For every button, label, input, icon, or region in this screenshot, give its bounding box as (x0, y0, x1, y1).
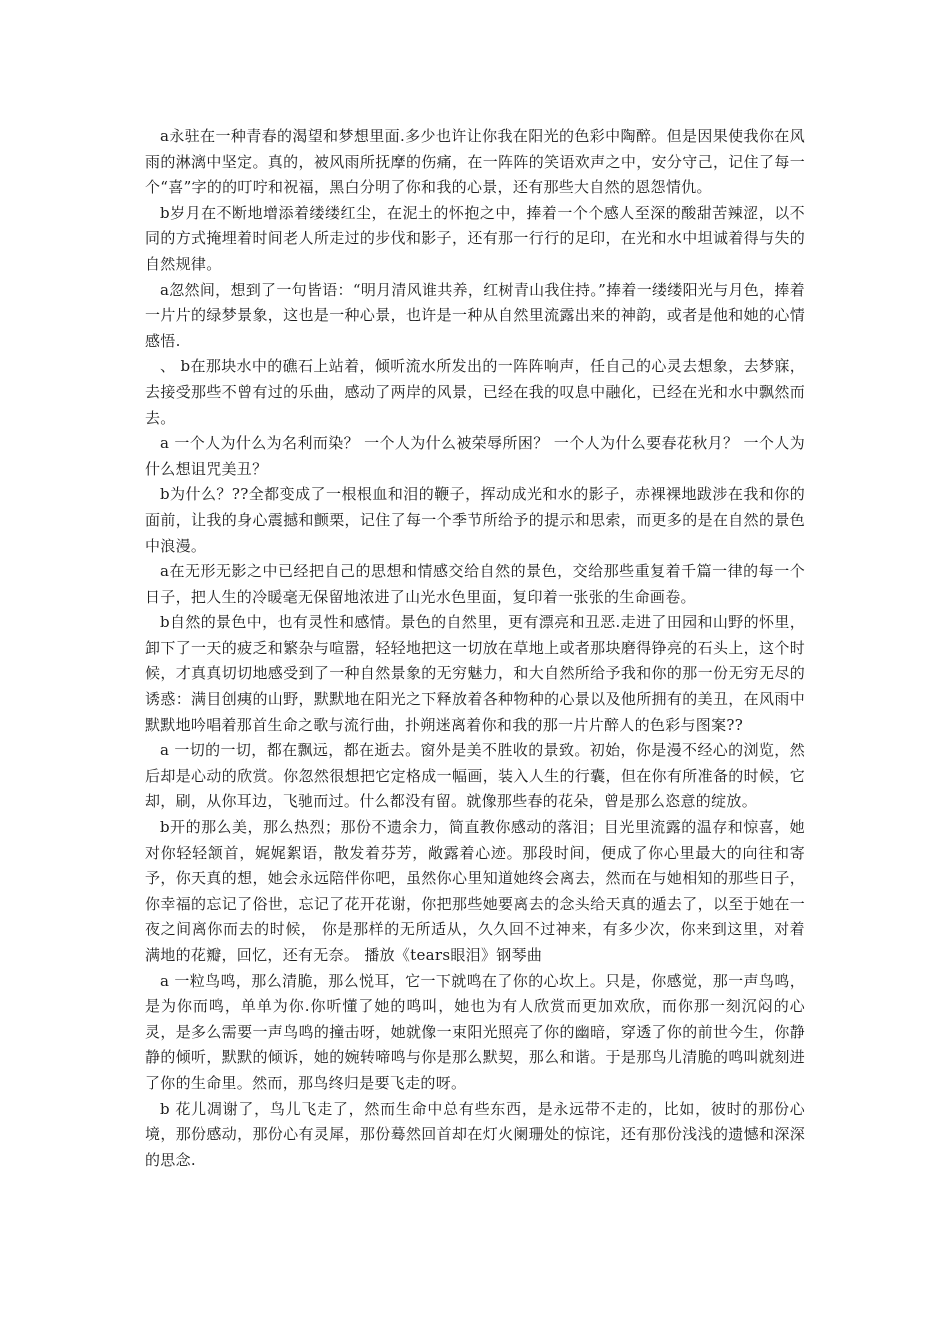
paragraph-3: a忽然间，想到了一句皆语：“明月清风谁共养，红树青山我住持。”捧着一缕缕阳光与月色，捧着一片片的绿梦景象，这也是一种心景，也许是一种从自然里流露出来的神韵，或者是他和她的心情感悟. (145, 280, 805, 350)
paragraph-8: b自然的景色中，也有灵性和感情。景色的自然里，更有漂亮和丑恶.走进了田园和山野的怀里，卸下了一天的疲乏和繁杂与喧嚣，轻轻地把这一切放在草地上或者那块磨得铮亮的石头上，这个时候，才真真切切地感受到了一种自然景象的无穷魅力，和大自然所给予我和你的那一份无穷无尽的诱惑：满目创痍的山野，默默地在阳光之下释放着各种物种的心景以及他所拥有的美丑，在风雨中默默地吟唱着那首生命之歌与流行曲，扑朔迷离着你和我的那一片片醉人的色彩与图案?? (145, 613, 805, 734)
paragraph-10: b开的那么美，那么热烈；那份不遗余力，简直教你感动的落泪；目光里流露的温存和惊喜，她对你轻轻颔首，娓娓絮语，散发着芬芳，敞露着心迹。那段时间，便成了你心里最大的向往和寄予，你天真的想，她会永远陪伴你吧，虽然你心里知道她终会离去，然而在与她相知的那些日子，你幸福的忘记了俗世，忘记了花开花谢，你把那些她要离去的念头给天真的遁去了，以至于她在一夜之间离你而去的时候， 你是那样的无所适从，久久回不过神来，有多少次，你来到这里，对着满地的花瓣，回忆，还有无奈。 播放《tears眼泪》钢琴曲 (145, 818, 805, 964)
paragraph-7: a在无形无影之中已经把自己的思想和情感交给自然的景色，交给那些重复着千篇一律的每一个日子，把人生的冷暖毫无保留地浓进了山光水色里面，复印着一张张的生命画卷。 (145, 562, 805, 606)
paragraph-2: b岁月在不断地增添着缕缕红尘，在泥土的怀抱之中，捧着一个个感人至深的酸甜苦辣涩，以不同的方式掩埋着时间老人所走过的步伐和影子，还有那一行行的足印，在光和水中坦诚着得与失的自然规律。 (145, 203, 805, 273)
document-body (145, 124, 805, 1173)
paragraph-5: a 一个人为什么为名利而染？ 一个人为什么被荣辱所困？ 一个人为什么要春花秋月？ 一个人为什么想诅咒美丑？ (145, 434, 805, 478)
paragraph-6: b为什么？??全都变成了一根根血和泪的鞭子，挥动成光和水的影子，赤裸裸地跋涉在我和你的面前，让我的身心震撼和颤栗，记住了每一个季节所给予的提示和思索，而更多的是在自然的景色中浪漫。 (145, 485, 805, 555)
paragraph-9: a 一切的一切，都在飘远，都在逝去。窗外是美不胜收的景致。初始，你是漫不经心的浏览，然后却是心动的欣赏。你忽然很想把它定格成一幅画，装入人生的行囊，但在你有所准备的时候，它却，刷，从你耳边，飞驰而过。什么都没有留。就像那些春的花朵，曾是那么恣意的绽放。 (145, 741, 805, 811)
paragraph-12: b 花儿凋谢了，鸟儿飞走了，然而生命中总有些东西，是永远带不走的，比如，彼时的那份心境，那份感动，那份心有灵犀，那份蓦然回首却在灯火阑珊处的惊诧，还有那份浅浅的遗憾和深深的思念. (145, 1099, 805, 1169)
paragraph-11: a 一粒鸟鸣，那么清脆，那么悦耳，它一下就鸣在了你的心坎上。只是，你感觉，那一声鸟鸣，是为你而鸣，单单为你.你听懂了她的鸣叫，她也为有人欣赏而更加欢欣，而你那一刻沉闷的心灵，是多么需要一声鸟鸣的撞击呀，她就像一束阳光照亮了你的幽暗，穿透了你的前世今生，你静静的倾听，默默的倾诉，她的婉转啼鸣与你是那么默契，那么和谐。于是那鸟儿清脆的鸣叫就刻进了你的生命里。然而，那鸟终归是要飞走的呀。 (145, 971, 805, 1092)
paragraph-4: 、 b在那块水中的礁石上站着，倾听流水所发出的一阵阵响声，任自己的心灵去想象，去梦寐，去接受那些不曾有过的乐曲，感动了两岸的风景，已经在我的叹息中融化，已经在光和水中飘然而去。 (145, 357, 805, 427)
paragraph-1: a永驻在一种青春的渴望和梦想里面.多少也许让你我在阳光的色彩中陶醉。但是因果使我你在风雨的淋漓中坚定。真的，被风雨所抚摩的伤痛，在一阵阵的笑语欢声之中，安分守己，记住了每一个“喜”字的的叮咛和祝福，黑白分明了你和我的心景，还有那些大自然的恩怨情仇。 (145, 127, 805, 197)
